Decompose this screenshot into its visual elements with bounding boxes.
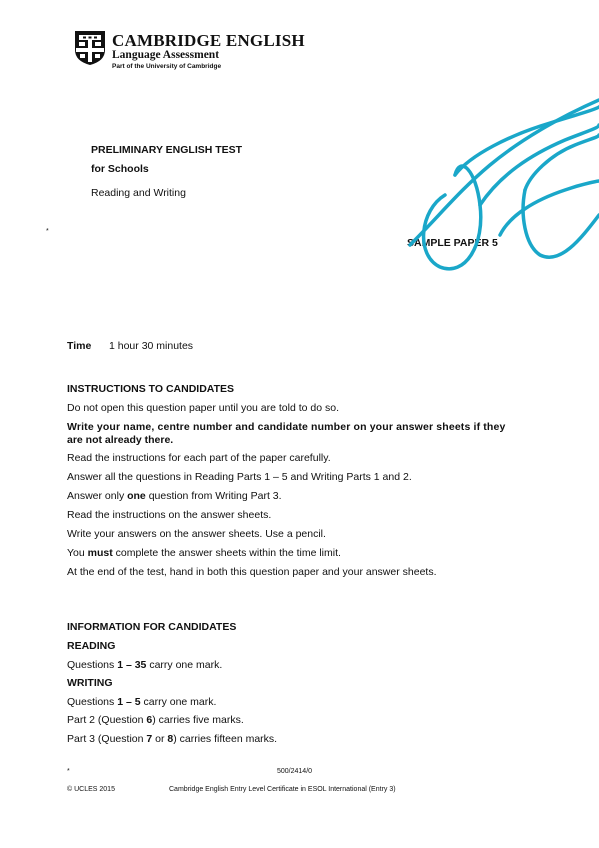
reading-label: READING: [67, 640, 116, 652]
footer-copyright: © UCLES 2015: [67, 786, 115, 793]
instruction-line: Do not open this question paper until you are told to do so.: [67, 402, 340, 414]
instruction-line: Write your answers on the answer sheets. Use a pencil.: [67, 528, 326, 540]
cambridge-shield-icon: [74, 30, 106, 66]
test-component: Reading and Writing: [91, 187, 186, 199]
footer-certificate: Cambridge English Entry Level Certificate in ESOL International (Entry 3): [169, 786, 396, 793]
instruction-line: Read the instructions on the answer sheets.: [67, 509, 272, 521]
instruction-line: Answer all the questions in Reading Parts 1 – 5 and Writing Parts 1 and 2.: [67, 471, 412, 483]
writing-marks-part1: Questions 1 – 5 carry one mark.: [67, 696, 217, 708]
handwritten-signature-icon: [400, 95, 599, 280]
test-for: for Schools: [91, 163, 149, 175]
org-part-of: Part of the University of Cambridge: [112, 63, 222, 70]
instruction-line: Answer only one question from Writing Part 3.: [67, 490, 282, 502]
cambridge-english-logo: [74, 30, 304, 70]
reading-marks: Questions 1 – 35 carry one mark.: [67, 659, 223, 671]
instruction-line: You must complete the answer sheets within the time limit.: [67, 547, 341, 559]
writing-label: WRITING: [67, 677, 113, 689]
instructions-heading: INSTRUCTIONS TO CANDIDATES: [67, 383, 235, 395]
time-label: Time: [67, 340, 92, 352]
writing-marks-part3: Part 3 (Question 7 or 8) carries fifteen marks.: [67, 733, 278, 745]
information-heading: INFORMATION FOR CANDIDATES: [67, 621, 237, 633]
org-subtitle: Language Assessment: [112, 49, 220, 61]
writing-marks-part2: Part 2 (Question 6) carries five marks.: [67, 714, 244, 726]
org-name: CAMBRIDGE ENGLISH: [112, 31, 305, 50]
page-marker: *: [46, 228, 49, 235]
footer-code: 500/2414/0: [277, 768, 313, 775]
footer-marker: *: [67, 768, 70, 775]
instruction-line: are not already there.: [67, 434, 174, 446]
instruction-line: At the end of the test, hand in both this question paper and your answer sheets.: [67, 566, 437, 578]
sample-paper-label: SAMPLE PAPER 5: [407, 237, 498, 249]
test-title: PRELIMINARY ENGLISH TEST: [91, 144, 243, 156]
time-value: 1 hour 30 minutes: [109, 340, 194, 352]
instruction-line: Write your name, centre number and candidate number on your answer sheets if they: [67, 421, 506, 433]
instruction-line: Read the instructions for each part of the paper carefully.: [67, 452, 331, 464]
